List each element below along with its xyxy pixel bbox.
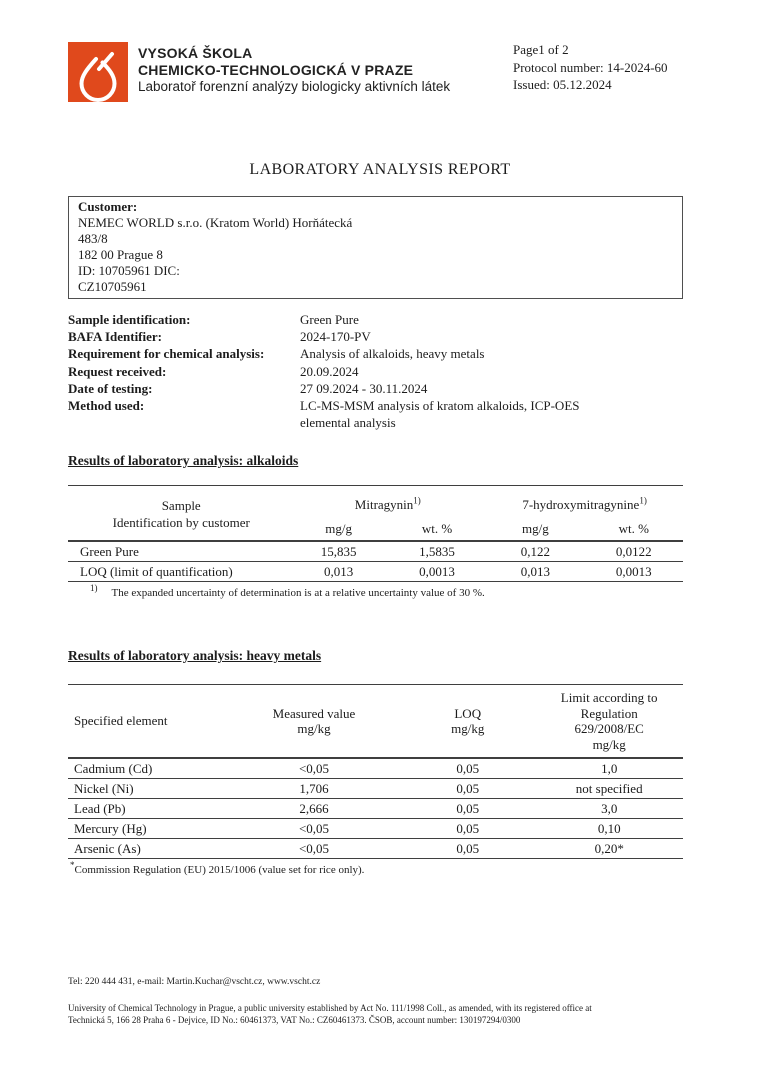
- alkaloids-table: [68, 485, 683, 582]
- customer-name: NEMEC WORLD s.r.o. (Kratom World) Horňátecká: [78, 214, 353, 230]
- value-cell: 2,666: [228, 799, 400, 819]
- value-cell: <0,05: [228, 758, 400, 779]
- value-cell: 0,05: [400, 819, 535, 839]
- heavy-metals-heading: Results of laboratory analysis: heavy metals: [68, 648, 322, 663]
- alkaloids-section: [68, 453, 683, 599]
- alkaloids-footnote: [68, 583, 683, 599]
- loq-header: [400, 685, 535, 759]
- vscht-logo-icon: [68, 42, 128, 102]
- sample-info-row: [68, 345, 688, 362]
- value-cell: 3,0: [535, 799, 683, 819]
- page-indicator: Page1 of 2: [513, 42, 569, 57]
- university-name-block: [138, 42, 450, 102]
- alkaloids-rowheader: [68, 486, 289, 542]
- sample-identification-label: Sample identification:: [68, 312, 191, 327]
- unit-header: wt. %: [388, 521, 486, 541]
- table-row: [68, 779, 683, 799]
- requirement-value: Analysis of alkaloids, heavy metals: [300, 346, 485, 362]
- customer-address-number: 483/8: [78, 230, 108, 246]
- value-cell: not specified: [535, 779, 683, 799]
- method-used-line2: elemental analysis: [300, 415, 396, 431]
- specified-element-header: Specified element: [68, 685, 228, 759]
- loq-header-line2: mg/kg: [451, 721, 485, 736]
- date-of-testing-value: 27 09.2024 - 30.11.2024: [300, 380, 428, 396]
- value-cell: 0,20*: [535, 839, 683, 859]
- hydroxymitragynine-footnote-ref: 1): [639, 495, 647, 506]
- protocol-block: [513, 41, 668, 94]
- value-cell: 1,0: [535, 758, 683, 779]
- page-title: LABORATORY ANALYSIS REPORT: [249, 161, 511, 178]
- vscht-logo: [68, 42, 128, 102]
- mitragynin-group-header: [289, 486, 486, 522]
- table-row: [68, 562, 683, 582]
- limit-header-line3: 629/2008/EC: [574, 721, 644, 736]
- footer-address-line2: Technická 5, 166 28 Praha 6 - Dejvice, ID No.: 60461373, VAT No.: CZ60461373. ČSOB, account number: 130197294/0300: [68, 1014, 521, 1025]
- footnote-marker: *: [70, 860, 75, 871]
- value-cell: 0,05: [400, 799, 535, 819]
- footnote-text: The expanded uncertainty of determination is at a relative uncertainty value of 30 %.: [111, 587, 485, 599]
- heavy-metals-section: [68, 648, 683, 876]
- value-cell: 0,05: [400, 758, 535, 779]
- date-of-testing-label: Date of testing:: [68, 380, 153, 396]
- loq-header-line1: LOQ: [454, 705, 482, 721]
- sample-name-cell: Green Pure: [68, 541, 289, 562]
- table-row: [68, 799, 683, 819]
- bafa-identifier-label: BAFA Identifier:: [68, 329, 162, 345]
- limit-header-line2: Regulation: [580, 705, 638, 721]
- limit-header-line1: Limit according to: [560, 690, 658, 705]
- element-name-cell: Lead (Pb): [68, 799, 228, 819]
- header: [68, 42, 450, 102]
- laboratory-name: Laboratoř forenzní analýzy biologicky aktivních látek: [138, 79, 451, 94]
- customer-id: ID: 10705961 DIC:: [78, 262, 180, 278]
- element-name-cell: Arsenic (As): [68, 839, 228, 859]
- unit-header: wt. %: [585, 521, 683, 541]
- value-cell: 0,05: [400, 839, 535, 859]
- value-cell: 0,0013: [585, 562, 683, 582]
- alkaloids-rowheader-line2: Identification by customer: [112, 514, 250, 530]
- sample-info-row: [68, 328, 688, 345]
- heavy-metals-table: [68, 684, 683, 859]
- issued-date: Issued: 05.12.2024: [513, 77, 612, 92]
- customer-city: 182 00 Prague 8: [78, 246, 163, 262]
- method-used-line1: LC-MS-MSM analysis of kratom alkaloids, ICP-OES: [300, 398, 580, 414]
- hydroxymitragynine-label: 7-hydroxymitragynine: [522, 497, 640, 512]
- footnote-text: Commission Regulation (EU) 2015/1006 (value set for rice only).: [74, 864, 365, 876]
- customer-box: [68, 196, 683, 299]
- element-name-cell: Mercury (Hg): [68, 819, 228, 839]
- heavy-metals-footnote: [68, 860, 683, 876]
- value-cell: 1,5835: [388, 541, 486, 562]
- value-cell: 0,10: [535, 819, 683, 839]
- request-received-label: Request received:: [68, 363, 167, 379]
- method-used-label: Method used:: [68, 398, 145, 414]
- footer-contact: Tel: 220 444 431, e-mail: Martin.Kuchar@vscht.cz, www.vscht.cz: [68, 977, 321, 987]
- university-name-line1: VYSOKÁ ŠKOLA: [138, 45, 253, 61]
- element-name-cell: Nickel (Ni): [68, 779, 228, 799]
- sample-info-row: [68, 311, 688, 328]
- bafa-identifier-value: 2024-170-PV: [300, 329, 371, 345]
- value-cell: <0,05: [228, 819, 400, 839]
- measured-value-header-line2: mg/kg: [297, 721, 331, 736]
- value-cell: 0,013: [289, 562, 387, 582]
- hydroxymitragynine-group-header: [486, 486, 683, 522]
- mitragynin-label: Mitragynin: [354, 497, 414, 512]
- sample-info-row: [68, 397, 688, 431]
- university-name-line2: CHEMICKO-TECHNOLOGICKÁ V PRAZE: [138, 61, 414, 78]
- table-row: [68, 839, 683, 859]
- customer-label: Customer:: [78, 199, 138, 214]
- table-row: [68, 819, 683, 839]
- request-received-value: 20.09.2024: [300, 363, 359, 379]
- limit-header-line4: mg/kg: [592, 736, 626, 752]
- requirement-label: Requirement for chemical analysis:: [68, 346, 265, 362]
- alkaloids-rowheader-line1: Sample: [161, 498, 201, 513]
- unit-header: mg/g: [289, 521, 387, 541]
- sample-info-row: [68, 380, 688, 397]
- loq-name-cell: LOQ (limit of quantification): [68, 562, 289, 582]
- table-row: [68, 541, 683, 562]
- sample-identification-value: Green Pure: [300, 312, 359, 327]
- footer-address-line1: University of Chemical Technology in Prague, a public university established by Act No. 111/1998 Coll., as amended, with its registered office at: [68, 1003, 592, 1013]
- unit-header: mg/g: [486, 521, 584, 541]
- value-cell: 0,122: [486, 541, 584, 562]
- measured-value-header: [228, 685, 400, 759]
- sample-info: [68, 311, 688, 431]
- method-used-value: [300, 397, 688, 431]
- limit-header: [535, 685, 683, 759]
- sample-info-row: [68, 363, 688, 380]
- value-cell: 0,013: [486, 562, 584, 582]
- customer-vat: CZ10705961: [78, 278, 147, 294]
- value-cell: 15,835: [289, 541, 387, 562]
- value-cell: 0,0122: [585, 541, 683, 562]
- element-name-cell: Cadmium (Cd): [68, 758, 228, 779]
- table-row: [68, 758, 683, 779]
- value-cell: <0,05: [228, 839, 400, 859]
- protocol-number: Protocol number: 14-2024-60: [513, 59, 668, 75]
- footer-address: [68, 1003, 693, 1026]
- value-cell: 0,05: [400, 779, 535, 799]
- footnote-marker: 1): [90, 583, 98, 594]
- value-cell: 0,0013: [388, 562, 486, 582]
- measured-value-header-line1: Measured value: [272, 705, 356, 721]
- value-cell: 1,706: [228, 779, 400, 799]
- alkaloids-heading: Results of laboratory analysis: alkaloids: [68, 453, 299, 468]
- mitragynin-footnote-ref: 1): [413, 495, 421, 506]
